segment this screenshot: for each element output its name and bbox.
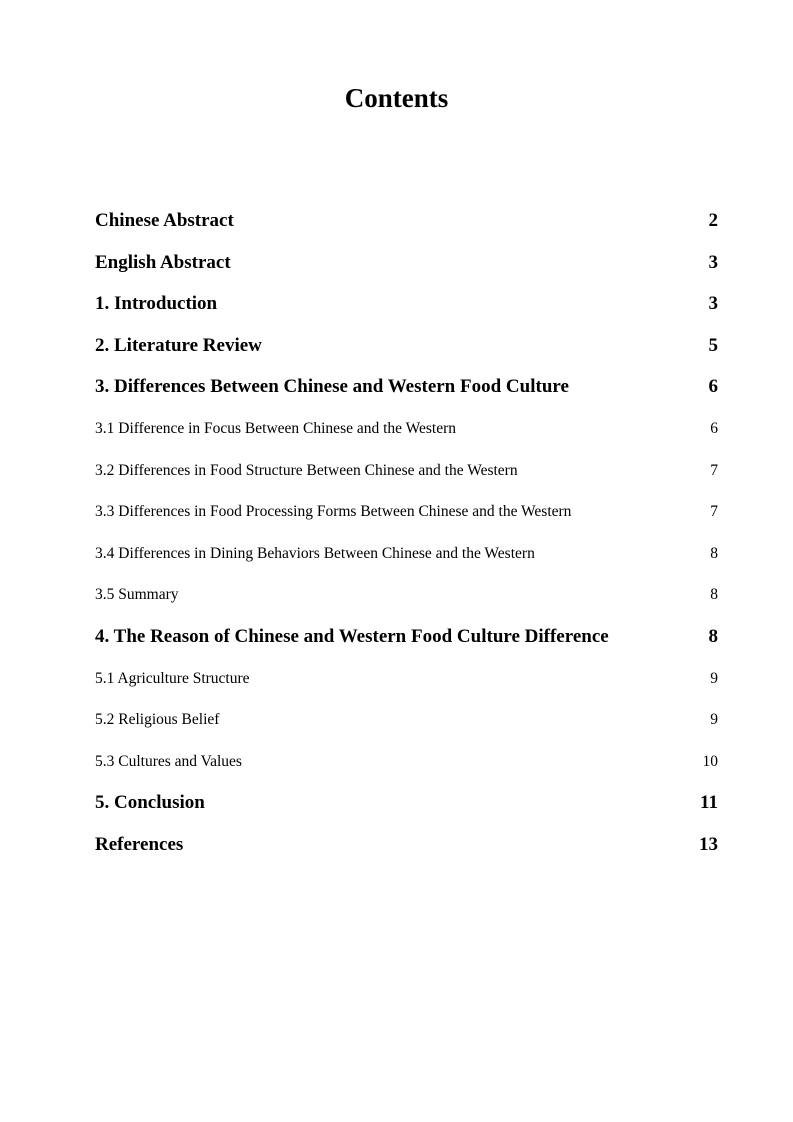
toc-entry-english-abstract bbox=[95, 242, 718, 284]
toc-entry-page: 3 bbox=[708, 251, 718, 273]
toc-entry-page: 6 bbox=[710, 419, 718, 437]
toc-entry-page: 2 bbox=[708, 210, 718, 231]
toc-entry-page: 9 bbox=[710, 669, 718, 687]
toc-entry-page: 3 bbox=[708, 293, 718, 315]
toc-entry-introduction bbox=[95, 283, 718, 325]
toc-entry-page: 7 bbox=[710, 503, 718, 521]
toc-entry-literature-review bbox=[95, 325, 718, 367]
toc-entry-label: 5.1 Agriculture Structure bbox=[95, 669, 250, 687]
toc-entry-label: 1. Introduction bbox=[95, 293, 218, 315]
toc-entry-label: 3.5 Summary bbox=[95, 586, 179, 604]
toc-entry-label: 5.2 Religious Belief bbox=[95, 711, 220, 729]
toc-entry-page: 10 bbox=[702, 752, 718, 770]
toc-entry-page: 11 bbox=[700, 792, 718, 814]
toc-entry-label: English Abstract bbox=[95, 251, 231, 273]
toc-entry-page: 8 bbox=[708, 625, 718, 647]
toc-entry-references bbox=[95, 824, 718, 866]
toc-entry-label: 3.3 Differences in Food Processing Forms Between Chinese and the Western bbox=[95, 503, 572, 521]
page-title: Contents bbox=[344, 83, 449, 113]
toc-entry-page: 13 bbox=[699, 833, 718, 855]
toc-entry-3-3 bbox=[95, 491, 718, 533]
toc-entry-page: 7 bbox=[710, 461, 718, 479]
toc-entry-label: 3.4 Differences in Dining Behaviors Between Chinese and the Western bbox=[95, 544, 535, 562]
toc-entry-page: 8 bbox=[710, 544, 718, 562]
toc-entry-page: 8 bbox=[710, 586, 718, 604]
toc-entry-page: 5 bbox=[708, 334, 718, 356]
toc-entry-3-2 bbox=[95, 450, 718, 492]
toc-entry-page: 6 bbox=[708, 376, 718, 398]
toc-entry-chinese-abstract bbox=[95, 200, 718, 242]
toc-entry-label: 5.3 Cultures and Values bbox=[95, 752, 242, 770]
toc-entry-5-1 bbox=[95, 658, 718, 700]
toc-entry-label: 5. Conclusion bbox=[95, 792, 205, 814]
toc-entry-5-3 bbox=[95, 741, 718, 783]
toc-entry-reason bbox=[95, 616, 718, 658]
toc-entry-page: 9 bbox=[710, 711, 718, 729]
toc-entry-3-5 bbox=[95, 574, 718, 616]
toc-entry-conclusion bbox=[95, 782, 718, 824]
toc-entry-3-1 bbox=[95, 408, 718, 450]
toc-entry-label: 3. Differences Between Chinese and Western Food Culture bbox=[95, 376, 569, 398]
table-of-contents bbox=[95, 200, 718, 866]
toc-entry-label: References bbox=[95, 833, 184, 855]
toc-entry-label: 3.2 Differences in Food Structure Between Chinese and the Western bbox=[95, 461, 518, 479]
toc-entry-differences bbox=[95, 366, 718, 408]
toc-entry-label: 4. The Reason of Chinese and Western Food Culture Difference bbox=[95, 625, 609, 647]
toc-entry-label: 2. Literature Review bbox=[95, 334, 262, 356]
toc-entry-3-4 bbox=[95, 533, 718, 575]
toc-entry-5-2 bbox=[95, 699, 718, 741]
toc-entry-label: 3.1 Difference in Focus Between Chinese and the Western bbox=[95, 419, 457, 437]
toc-entry-label: Chinese Abstract bbox=[95, 210, 234, 231]
